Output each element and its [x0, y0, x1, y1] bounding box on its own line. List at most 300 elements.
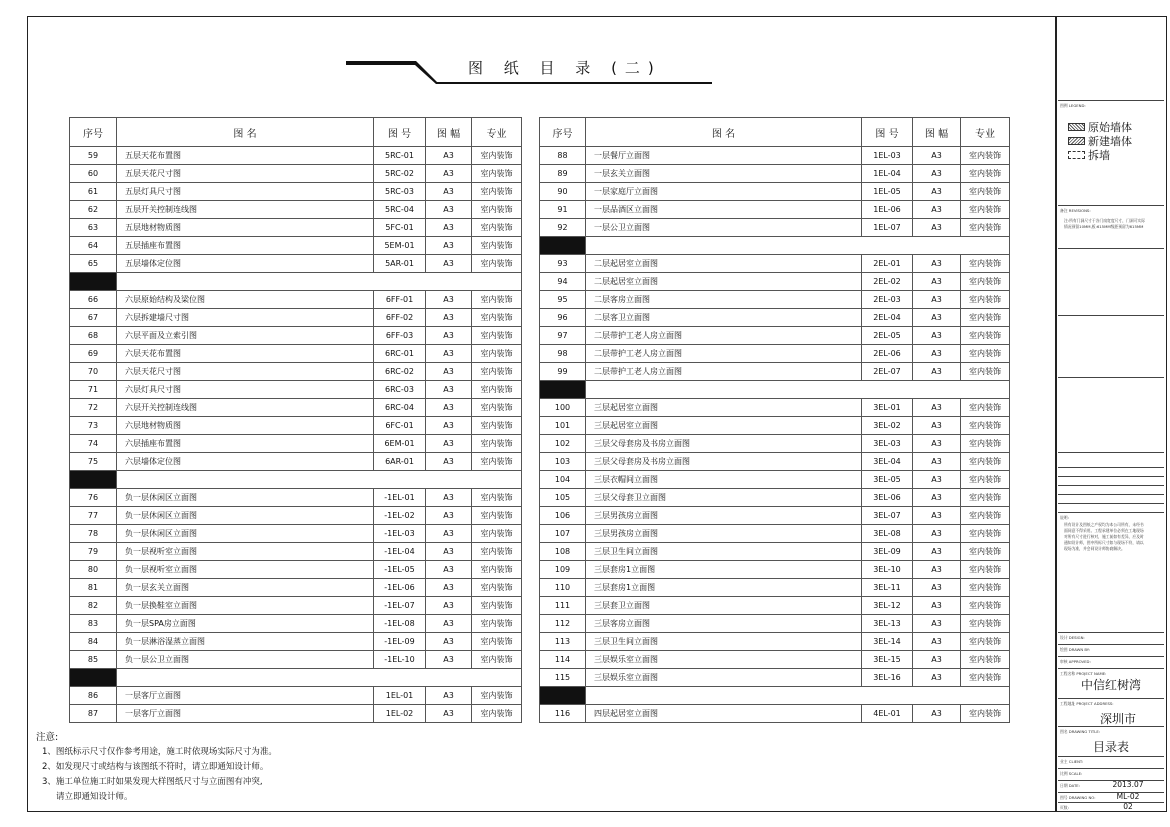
table-row — [70, 201, 522, 219]
cell-code: -1EL-07 — [374, 597, 426, 615]
remark-text: 所有设计及图纸之产权均为本公司所有，未经书面同意不得采用。工程承建单位必须在工地现场对所有尺寸进行核对，施工前如有差异，应及时通知设计师，图中所标尺寸如与现场不符，请以现场为准，并会同设计师协商解决。 — [1064, 522, 1144, 551]
cell-code: 5RC-02 — [374, 165, 426, 183]
cell-major: 室内装饰 — [472, 237, 522, 255]
cell-code: -1EL-01 — [374, 489, 426, 507]
table-row — [540, 291, 1010, 309]
cell-no: 77 — [70, 507, 117, 525]
cell-major: 室内装饰 — [472, 561, 522, 579]
cell-code: 6FC-01 — [374, 417, 426, 435]
cell-no: 68 — [70, 327, 117, 345]
cell-major: 室内装饰 — [961, 543, 1010, 561]
cell-size: A3 — [913, 417, 961, 435]
table-row — [540, 453, 1010, 471]
cell-name: 三层男孩房立面图 — [586, 525, 862, 543]
divider — [1058, 768, 1164, 769]
section-separator-row — [540, 687, 1010, 705]
cell-no: 80 — [70, 561, 117, 579]
cell-no: 89 — [540, 165, 586, 183]
table-row — [70, 489, 522, 507]
cell-size: A3 — [913, 165, 961, 183]
hatch-swatch-icon — [1068, 137, 1085, 145]
cell-major: 室内装饰 — [961, 291, 1010, 309]
cell-no: 102 — [540, 435, 586, 453]
cell-size: A3 — [426, 327, 472, 345]
divider — [1058, 656, 1164, 657]
table-row — [540, 489, 1010, 507]
table-row — [70, 417, 522, 435]
cell-size: A3 — [913, 597, 961, 615]
legend-text: 拆墙 — [1088, 149, 1110, 162]
cell-name: 二层起居室立面图 — [586, 273, 862, 291]
cell-size: A3 — [426, 489, 472, 507]
cell-code: 1EL-07 — [862, 219, 913, 237]
table-row — [70, 651, 522, 669]
cell-major: 室内装饰 — [961, 561, 1010, 579]
cell-no: 94 — [540, 273, 586, 291]
cell-code: -1EL-03 — [374, 525, 426, 543]
table-row — [70, 561, 522, 579]
cell-major: 室内装饰 — [472, 327, 522, 345]
table-row — [70, 219, 522, 237]
cell-major: 室内装饰 — [472, 345, 522, 363]
cell-name: 三层父母套卫立面图 — [586, 489, 862, 507]
section-gap — [117, 669, 522, 687]
cell-no: 103 — [540, 453, 586, 471]
cell-size: A3 — [913, 273, 961, 291]
cell-no: 86 — [70, 687, 117, 705]
divider — [1058, 503, 1164, 504]
cell-code: -1EL-09 — [374, 633, 426, 651]
cell-name: 一层家庭厅立面图 — [586, 183, 862, 201]
cell-code: 3EL-09 — [862, 543, 913, 561]
cell-code: 2EL-01 — [862, 255, 913, 273]
cell-code: -1EL-06 — [374, 579, 426, 597]
cell-code: 4EL-01 — [862, 705, 913, 723]
table-row — [70, 147, 522, 165]
cell-code: -1EL-04 — [374, 543, 426, 561]
cell-no: 104 — [540, 471, 586, 489]
cell-major: 室内装饰 — [472, 165, 522, 183]
cell-name: 二层客卫立面图 — [586, 309, 862, 327]
cell-no: 113 — [540, 633, 586, 651]
section-gap — [117, 471, 522, 489]
cell-size: A3 — [913, 471, 961, 489]
cell-code: 3EL-07 — [862, 507, 913, 525]
note-continuation: 请立即通知设计师。 — [56, 792, 133, 802]
cell-major: 室内装饰 — [472, 255, 522, 273]
cell-code: 2EL-06 — [862, 345, 913, 363]
cell-no: 61 — [70, 183, 117, 201]
cell-no: 91 — [540, 201, 586, 219]
cell-code: 3EL-06 — [862, 489, 913, 507]
table-row — [70, 579, 522, 597]
cell-code: 3EL-10 — [862, 561, 913, 579]
cell-major: 室内装饰 — [472, 399, 522, 417]
cell-size: A3 — [913, 561, 961, 579]
cell-major: 室内装饰 — [961, 165, 1010, 183]
cell-no: 108 — [540, 543, 586, 561]
cell-no: 100 — [540, 399, 586, 417]
cell-no: 72 — [70, 399, 117, 417]
col-header-no: 序号 — [540, 118, 586, 147]
cell-size: A3 — [913, 219, 961, 237]
cell-major: 室内装饰 — [472, 579, 522, 597]
project-address: 深圳市 — [1099, 712, 1136, 726]
divider — [1058, 485, 1164, 486]
page-label: 页数: — [1060, 805, 1069, 810]
title-block — [1058, 16, 1164, 812]
section-gap — [586, 381, 1010, 399]
cell-code: 3EL-16 — [862, 669, 913, 687]
cell-major: 室内装饰 — [961, 597, 1010, 615]
cell-major: 室内装饰 — [961, 471, 1010, 489]
cell-name: 六层地材物质图 — [117, 417, 374, 435]
cell-no: 87 — [70, 705, 117, 723]
note-item: 2、如发现尺寸或结构与该图纸不符时，请立即通知设计师。 — [42, 762, 269, 772]
cell-size: A3 — [426, 237, 472, 255]
cell-major: 室内装饰 — [472, 363, 522, 381]
cell-size: A3 — [913, 183, 961, 201]
cell-major: 室内装饰 — [961, 147, 1010, 165]
table-row — [540, 327, 1010, 345]
drawing-title: 目录表 — [1092, 740, 1129, 754]
cell-no: 73 — [70, 417, 117, 435]
cell-name: 负一层视听室立面图 — [117, 561, 374, 579]
cell-major: 室内装饰 — [472, 417, 522, 435]
cell-size: A3 — [426, 579, 472, 597]
cell-code: 6FF-03 — [374, 327, 426, 345]
table-row — [540, 669, 1010, 687]
title-block-divider — [1055, 16, 1057, 812]
cell-major: 室内装饰 — [961, 327, 1010, 345]
cell-major: 室内装饰 — [961, 669, 1010, 687]
table-row — [540, 183, 1010, 201]
cell-no: 96 — [540, 309, 586, 327]
notes-section — [36, 730, 277, 805]
cell-code: 2EL-05 — [862, 327, 913, 345]
divider — [1058, 632, 1164, 633]
table-row — [70, 705, 522, 723]
cell-no: 70 — [70, 363, 117, 381]
cell-size: A3 — [426, 597, 472, 615]
cell-no: 101 — [540, 417, 586, 435]
cell-size: A3 — [426, 561, 472, 579]
cell-no: 95 — [540, 291, 586, 309]
cell-code: 3EL-03 — [862, 435, 913, 453]
cell-size: A3 — [426, 201, 472, 219]
cell-name: 三层套房1立面图 — [586, 579, 862, 597]
drawing-index-table-right — [539, 117, 1010, 723]
cell-no: 60 — [70, 165, 117, 183]
remark-label: 说明: — [1060, 515, 1069, 520]
cell-size: A3 — [913, 525, 961, 543]
cell-size: A3 — [426, 525, 472, 543]
cell-code: 6EM-01 — [374, 435, 426, 453]
cell-no: 83 — [70, 615, 117, 633]
cell-major: 室内装饰 — [472, 219, 522, 237]
cell-major: 室内装饰 — [961, 345, 1010, 363]
cell-no: 82 — [70, 597, 117, 615]
cell-no: 109 — [540, 561, 586, 579]
cell-code: 5RC-01 — [374, 147, 426, 165]
cell-code: 1EL-01 — [374, 687, 426, 705]
cell-size: A3 — [426, 165, 472, 183]
cell-major: 室内装饰 — [472, 183, 522, 201]
cell-major: 室内装饰 — [472, 453, 522, 471]
cell-size: A3 — [426, 345, 472, 363]
table-row — [540, 615, 1010, 633]
cell-code: 2EL-03 — [862, 291, 913, 309]
cell-name: 三层男孩房立面图 — [586, 507, 862, 525]
cell-name: 四层起居室立面图 — [586, 705, 862, 723]
cell-no: 65 — [70, 255, 117, 273]
table-row — [70, 525, 522, 543]
section-separator-row — [70, 669, 522, 687]
cell-size: A3 — [913, 615, 961, 633]
cell-name: 六层天花尺寸图 — [117, 363, 374, 381]
cell-no: 110 — [540, 579, 586, 597]
cell-name: 三层衣帽间立面图 — [586, 471, 862, 489]
cell-size: A3 — [426, 651, 472, 669]
scale-label: 比例 SCALE: — [1060, 771, 1083, 776]
cell-major: 室内装饰 — [472, 291, 522, 309]
cell-major: 室内装饰 — [472, 525, 522, 543]
cell-code: 5AR-01 — [374, 255, 426, 273]
cell-size: A3 — [426, 219, 472, 237]
divider — [1058, 205, 1164, 206]
cell-no: 62 — [70, 201, 117, 219]
cell-major: 室内装饰 — [472, 201, 522, 219]
table-row — [540, 507, 1010, 525]
col-header-major: 专业 — [472, 118, 522, 147]
col-header-code: 图 号 — [862, 118, 913, 147]
cell-name: 负一层SPA房立面图 — [117, 615, 374, 633]
cell-size: A3 — [913, 705, 961, 723]
cell-major: 室内装饰 — [961, 507, 1010, 525]
cell-name: 三层父母套房及书房立面图 — [586, 435, 862, 453]
cell-name: 一层品酒区立面图 — [586, 201, 862, 219]
cell-no: 112 — [540, 615, 586, 633]
cell-major: 室内装饰 — [472, 435, 522, 453]
cell-name: 三层套卫立面图 — [586, 597, 862, 615]
cell-code: 1EL-05 — [862, 183, 913, 201]
revisions-label: 备注 REVISIONS: — [1060, 208, 1091, 213]
cell-size: A3 — [426, 633, 472, 651]
cell-size: A3 — [426, 183, 472, 201]
cell-size: A3 — [426, 615, 472, 633]
legend-text: 新建墙体 — [1088, 135, 1132, 148]
cell-name: 二层带护工老人房立面图 — [586, 327, 862, 345]
cell-no: 115 — [540, 669, 586, 687]
cell-major: 室内装饰 — [961, 273, 1010, 291]
cell-size: A3 — [913, 201, 961, 219]
divider — [1058, 698, 1164, 699]
cell-no: 76 — [70, 489, 117, 507]
cell-code: 1EL-02 — [374, 705, 426, 723]
table-row — [540, 219, 1010, 237]
cell-size: A3 — [426, 417, 472, 435]
table-row — [70, 363, 522, 381]
table-row — [70, 687, 522, 705]
cell-code: 3EL-12 — [862, 597, 913, 615]
cell-no: 98 — [540, 345, 586, 363]
cell-code: -1EL-02 — [374, 507, 426, 525]
cell-code: 3EL-05 — [862, 471, 913, 489]
cell-name: 六层灯具尺寸图 — [117, 381, 374, 399]
table-header-row — [540, 118, 1010, 147]
cell-no: 92 — [540, 219, 586, 237]
section-marker — [70, 669, 117, 687]
cell-code: 5RC-03 — [374, 183, 426, 201]
cell-major: 室内装饰 — [961, 615, 1010, 633]
drawing-no-value: ML-02 — [1116, 792, 1140, 801]
cell-major: 室内装饰 — [472, 507, 522, 525]
table-row — [540, 201, 1010, 219]
divider — [1058, 248, 1164, 249]
cell-major: 室内装饰 — [961, 201, 1010, 219]
table-header-row — [70, 118, 522, 147]
cell-name: 二层客房立面图 — [586, 291, 862, 309]
cell-major: 室内装饰 — [472, 651, 522, 669]
date-label: 日期 DATE: — [1060, 783, 1080, 788]
cell-major: 室内装饰 — [961, 255, 1010, 273]
section-marker — [540, 687, 586, 705]
table-row — [70, 543, 522, 561]
cell-major: 室内装饰 — [961, 363, 1010, 381]
table-row — [540, 399, 1010, 417]
cell-major: 室内装饰 — [961, 579, 1010, 597]
drawing-no-label: 图号 DRAWING NO: — [1060, 795, 1096, 800]
table-row — [540, 471, 1010, 489]
cell-major: 室内装饰 — [472, 615, 522, 633]
cell-size: A3 — [913, 507, 961, 525]
table-row — [70, 399, 522, 417]
cell-code: 6AR-01 — [374, 453, 426, 471]
cell-code: 1EL-03 — [862, 147, 913, 165]
cell-no: 74 — [70, 435, 117, 453]
cell-name: 一层客厅立面图 — [117, 687, 374, 705]
cell-name: 二层带护工老人房立面图 — [586, 363, 862, 381]
cell-code: 6RC-04 — [374, 399, 426, 417]
cell-name: 三层起居室立面图 — [586, 417, 862, 435]
cell-name: 三层卫生间立面图 — [586, 633, 862, 651]
cell-name: 三层娱乐室立面图 — [586, 651, 862, 669]
cell-size: A3 — [913, 633, 961, 651]
table-row — [70, 327, 522, 345]
revisions-text: 注:所有门洞尺寸于各门扇宽度尺寸，门洞可实际情况预留10MM,板:615MM级距预留为615MM — [1064, 218, 1146, 229]
table-row — [540, 543, 1010, 561]
cell-size: A3 — [426, 291, 472, 309]
cell-size: A3 — [913, 345, 961, 363]
cell-size: A3 — [913, 453, 961, 471]
table-row — [70, 165, 522, 183]
project-name: 中信红树湾 — [1080, 678, 1141, 692]
table-row — [70, 345, 522, 363]
cell-code: 1EL-06 — [862, 201, 913, 219]
project-name-label: 工程名称 PROJECT NAME: — [1060, 671, 1107, 676]
cell-code: 3EL-14 — [862, 633, 913, 651]
table-row — [540, 165, 1010, 183]
divider — [1058, 452, 1164, 453]
cell-no: 105 — [540, 489, 586, 507]
cell-size: A3 — [426, 705, 472, 723]
cell-name: 负一层休闲区立面图 — [117, 525, 374, 543]
cell-size: A3 — [426, 147, 472, 165]
cell-code: 1EL-04 — [862, 165, 913, 183]
cell-major: 室内装饰 — [961, 399, 1010, 417]
cell-name: 一层玄关立面图 — [586, 165, 862, 183]
table-row — [70, 255, 522, 273]
table-row — [540, 363, 1010, 381]
cell-code: 6FF-02 — [374, 309, 426, 327]
cell-name: 一层客厅立面图 — [117, 705, 374, 723]
cell-name: 六层插座布置图 — [117, 435, 374, 453]
legend-demolish — [1068, 147, 1110, 163]
cell-size: A3 — [913, 543, 961, 561]
cell-name: 三层客房立面图 — [586, 615, 862, 633]
cell-name: 三层卫生间立面图 — [586, 543, 862, 561]
notes-heading: 注意: — [36, 732, 59, 743]
cell-size: A3 — [913, 489, 961, 507]
cell-size: A3 — [426, 435, 472, 453]
table-row — [540, 597, 1010, 615]
cell-size: A3 — [426, 507, 472, 525]
cell-no: 79 — [70, 543, 117, 561]
cell-name: 负一层视听室立面图 — [117, 543, 374, 561]
col-header-size: 图 幅 — [426, 118, 472, 147]
cell-no: 84 — [70, 633, 117, 651]
table-row — [70, 633, 522, 651]
cell-major: 室内装饰 — [961, 453, 1010, 471]
cell-code: 6FF-01 — [374, 291, 426, 309]
cell-name: 三层父母套房及书房立面图 — [586, 453, 862, 471]
cell-major: 室内装饰 — [961, 633, 1010, 651]
cell-code: -1EL-10 — [374, 651, 426, 669]
table-row — [70, 453, 522, 471]
cell-no: 97 — [540, 327, 586, 345]
table-row — [70, 615, 522, 633]
cell-name: 负一层玄关立面图 — [117, 579, 374, 597]
cell-name: 五层灯具尺寸图 — [117, 183, 374, 201]
cell-size: A3 — [426, 309, 472, 327]
cell-no: 66 — [70, 291, 117, 309]
cell-major: 室内装饰 — [961, 219, 1010, 237]
table-row — [540, 255, 1010, 273]
cell-major: 室内装饰 — [961, 651, 1010, 669]
cell-no: 99 — [540, 363, 586, 381]
note-item: 3、施工单位施工时如果发现大样图纸尺寸与立面图有冲突, — [42, 777, 263, 787]
cell-size: A3 — [426, 687, 472, 705]
cell-no: 71 — [70, 381, 117, 399]
section-marker — [70, 471, 117, 489]
cell-size: A3 — [913, 309, 961, 327]
cell-major: 室内装饰 — [961, 309, 1010, 327]
cell-name: 一层餐厅立面图 — [586, 147, 862, 165]
date-value: 2013.07 — [1112, 780, 1144, 789]
cell-no: 88 — [540, 147, 586, 165]
cell-name: 三层套房1立面图 — [586, 561, 862, 579]
table-row — [540, 417, 1010, 435]
section-marker — [540, 381, 586, 399]
section-gap — [586, 237, 1010, 255]
drawing-title-label: 图名 DRAWING TITLE: — [1060, 729, 1101, 734]
cell-code: 2EL-07 — [862, 363, 913, 381]
cell-size: A3 — [426, 543, 472, 561]
cell-code: 3EL-15 — [862, 651, 913, 669]
page-title: 图 纸 目 录 (二) — [468, 59, 662, 77]
cell-major: 室内装饰 — [961, 525, 1010, 543]
cell-size: A3 — [913, 399, 961, 417]
